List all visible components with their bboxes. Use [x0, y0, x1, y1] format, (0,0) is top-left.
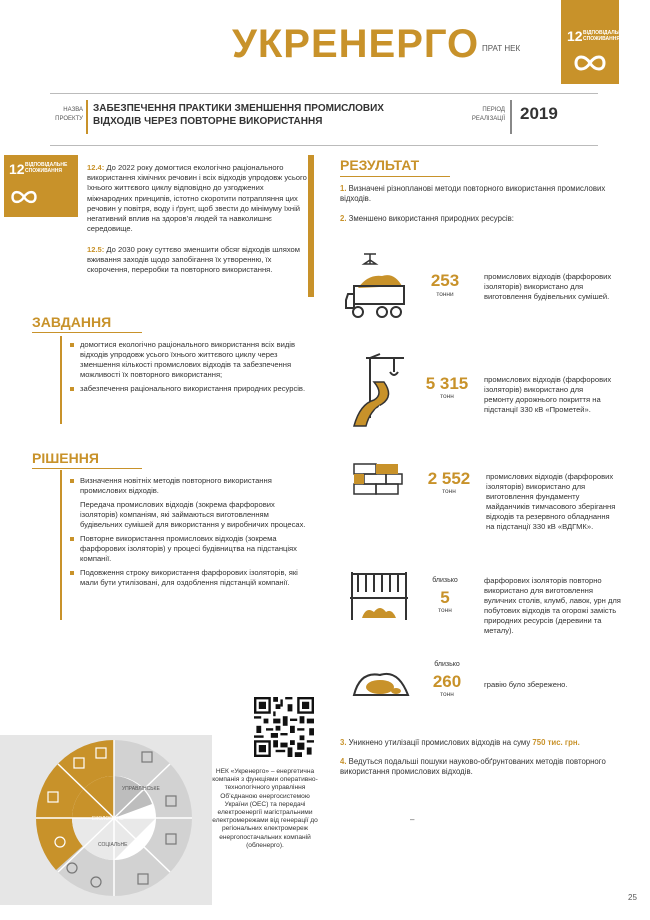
- tasks-heading: ЗАВДАННЯ: [32, 314, 112, 330]
- bricks-icon: [350, 462, 404, 498]
- solutions-underline: [32, 468, 142, 469]
- tasks-list: [68, 340, 308, 398]
- gravel-icon: [350, 665, 412, 699]
- stat-unit: тонн: [438, 607, 452, 614]
- stat-value: 5: [440, 588, 450, 607]
- sdg-title: ВІДПОВІДАЛЬНЕ СПОЖИВАННЯ: [25, 162, 68, 174]
- tasks-underline: [32, 332, 142, 333]
- road-crane-icon: [344, 350, 410, 430]
- stat-description: промислових відходів (фарфорових ізоляторів) використано для виготовлення будівельних сумішей.: [484, 272, 612, 301]
- stat-unit: тонн: [440, 393, 454, 400]
- stat-prefix: близько: [434, 661, 460, 668]
- result-4: 4. Ведуться подальші пошуки науково-обґрунтованих методів повторного використання промислових відходів.: [340, 757, 606, 776]
- stat-unit: тонни: [436, 291, 454, 298]
- tasks-bar: [60, 336, 62, 424]
- stat-value: 2 552: [427, 469, 471, 488]
- sdg-targets: [80, 155, 314, 297]
- sdg-number: 12: [9, 161, 25, 177]
- dash-mark: –: [410, 815, 415, 824]
- stat-description: фарфорових ізоляторів повторно використано для виготовлення вуличних столів, клумб, лавок, урн для побутових відходів та огорожі замість природних ресурсів (деревини та металу).: [484, 576, 621, 635]
- list-item: домогтися екологічно раціонального використання всіх видів відходів упродовж усього їхнього життєвого циклу через зменшення кількості промислових відходів та забезпечення можливості їх повторного використання;: [68, 340, 308, 380]
- truck-icon: [344, 252, 410, 324]
- company-subtitle: ПРАТ НЕК: [482, 44, 521, 53]
- project-bar: [86, 100, 88, 134]
- stat-value: 253: [430, 271, 460, 290]
- stat-value: 5 315: [425, 374, 469, 393]
- target-12-4: 12.4: До 2022 року домогтися екологічно раціонального використання хімічних речовин і всіх відходів упродовж усього їхнього життєвого циклу відповідно до узгоджених міжнародних принципів, істотно скоротити потрапляння цих речовин у повітря, воду і ґрунт, щоб звести до мінімуму їхній негативний вплив на здоров’я людей та навколишнє середовище.: [87, 163, 307, 234]
- company-description: НЕК «Укренерго» – енергетична компанія з функціями оперативно-технологічного управління Об’єднаною енергосистемою України (ОЕС) та передачі електроенергії магістральними електромережами від генерації до регіональних електромереж енергопостачальних компаній (обленерго).: [212, 768, 318, 849]
- sdg-number: 12: [567, 28, 583, 44]
- solutions-bar: [60, 470, 62, 620]
- company-title: УКРЕНЕРГО: [232, 22, 480, 66]
- header-divider-bottom: [50, 145, 598, 146]
- list-item: Повторне використання промислових відходів (зокрема фарфорових ізоляторів) у процесі будівництва на підстанціях компанії.: [68, 534, 310, 564]
- page-number: 25: [628, 893, 637, 902]
- stat-unit: тонн: [440, 691, 454, 698]
- qr-code[interactable]: [254, 697, 314, 757]
- project-year: 2019: [520, 104, 558, 123]
- sdg-title: ВІДПОВІДАЛЬНЕ СПОЖИВАННЯ: [583, 30, 626, 42]
- results-heading: РЕЗУЛЬТАТ: [340, 157, 420, 173]
- wheel-label-social: СОЦІАЛЬНЕ: [98, 842, 128, 848]
- stat-description: промислових відходів (фарфорових ізоляторів) використано для ремонту дорожнього покриття на підстанції 330 кВ «Прометей».: [484, 375, 612, 414]
- infinity-icon: [10, 188, 38, 206]
- results-underline: [340, 176, 450, 177]
- result-1: 1. Визначені різнопланові методи повторного використання промислових відходів.: [340, 184, 606, 203]
- solutions-list: [68, 476, 310, 592]
- list-note: Передача промислових відходів (зокрема фарфорових ізоляторів) компаніям, які займаються виготовленням будівельних сумішей для використання у виробничих процесах.: [80, 500, 306, 529]
- period-label: ПЕРІОД РЕАЛІЗАЦІЇ: [471, 107, 505, 122]
- wheel-label-management: УПРАВЛІНСЬКЕ: [122, 786, 160, 792]
- list-item: Визначення новітніх методів повторного використання промислових відходів.: [68, 476, 310, 496]
- stat-prefix: близько: [432, 577, 458, 584]
- project-title: ЗАБЕЗПЕЧЕННЯ ПРАКТИКИ ЗМЕНШЕННЯ ПРОМИСЛОВИХ ВІДХОДІВ ЧЕРЕЗ ПОВТОРНЕ ВИКОРИСТАННЯ: [93, 103, 384, 127]
- stat-unit: тонн: [442, 488, 456, 495]
- list-item: забезпечення раціонального використання природних ресурсів.: [68, 384, 308, 394]
- stat-value: 260: [432, 672, 462, 691]
- target-12-5: 12.5: До 2030 року суттєво зменшити обсяг відходів шляхом вживання заходів щодо запобігання їх утворенню, їх скорочення, переробки та повторного використання.: [87, 245, 300, 275]
- infinity-icon: [573, 52, 607, 74]
- period-bar: [510, 100, 512, 134]
- list-item: Подовження строку використання фарфорових ізоляторів, які мали бути утилізовані, для оздоблення підстанцій компанії.: [68, 568, 310, 588]
- sustainability-wheel: [34, 738, 194, 898]
- bench-icon: [348, 568, 410, 622]
- stat-description: промислових відходів (фарфорових ізоляторів) використано для виготовлення фундаменту майданчиків тимчасового зберігання відходів та резервного обладнання на підстанції 330 кВ «ВДГМК».: [486, 472, 616, 531]
- result-2: 2. Зменшено використання природних ресурсів:: [340, 214, 514, 223]
- sdg-target-badge: [4, 155, 78, 217]
- sdg-badge: [561, 0, 626, 84]
- wheel-label-ecology: ЕКОЛОГІЧНЕ: [92, 816, 124, 822]
- result-3: 3. Уникнено утилізації промислових відходів на суму 750 тис. грн.: [340, 738, 580, 747]
- header-divider-top: [50, 93, 598, 94]
- project-label: НАЗВА ПРОЕКТУ: [55, 107, 83, 122]
- solutions-heading: РІШЕННЯ: [32, 450, 99, 466]
- stat-description: гравію було збережено.: [484, 680, 568, 689]
